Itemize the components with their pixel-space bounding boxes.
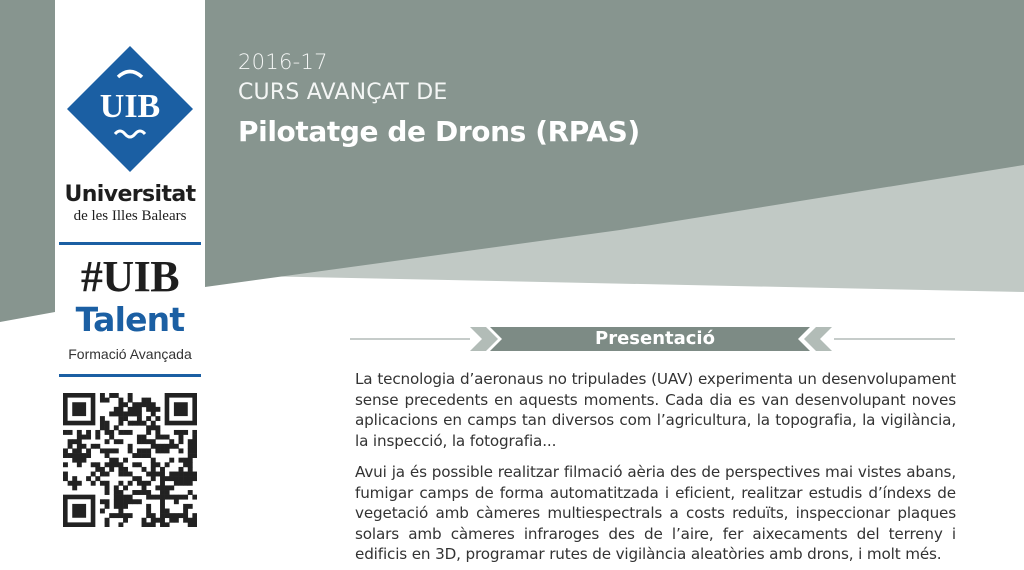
- course-title: Pilotatge de Drons (RPAS): [238, 115, 640, 148]
- left-edge-banner: [0, 0, 55, 322]
- hashtag-uib: #UIB: [80, 252, 180, 301]
- sidebar: [55, 0, 205, 570]
- uib-logo-icon: [65, 44, 195, 174]
- divider: [59, 242, 201, 245]
- university-subtitle: de les Illes Balears: [73, 208, 187, 224]
- uib-logo: [65, 44, 195, 174]
- formacio-label: Formació Avançada: [68, 346, 192, 362]
- course-label: CURS AVANÇAT DE: [238, 80, 448, 105]
- chevron-left-icon: [804, 327, 832, 351]
- qr-code-icon[interactable]: [63, 393, 197, 527]
- presentation-paragraph: Avui ja és possible realitzar filmació aèria des de perspectives mai vistes abans, fumigar camps de forma automatitzada i eficient, realitzar estudis d’índexs de vegetació amb càmeres multiespectrals a costs reduïts, inspeccionar plaques solars amb càmeres infraroges des de l’aire, fer aixecaments del terreny i edificis en 3D, programar rutes de vigilància aleatòries amb drons, i molt més.: [355, 463, 956, 563]
- qr-code-graphic: [63, 393, 197, 527]
- talent-label: Talent: [75, 300, 185, 339]
- course-year: 2016-17: [238, 50, 328, 74]
- divider: [59, 374, 201, 377]
- university-name: Universitat: [64, 182, 196, 207]
- uib-logo-text: UIB: [99, 88, 161, 125]
- presentation-paragraph: La tecnologia d’aeronaus no tripulades (UAV) experimenta un desenvolupament sense precedents en aquests moments. Cada dia es van desenvolupant noves aplicacions en camps tan diversos com l’agricultura, la topografia, la vigilància, la inspecció, la fotografia...: [355, 370, 956, 450]
- section-title: Presentació: [595, 328, 715, 349]
